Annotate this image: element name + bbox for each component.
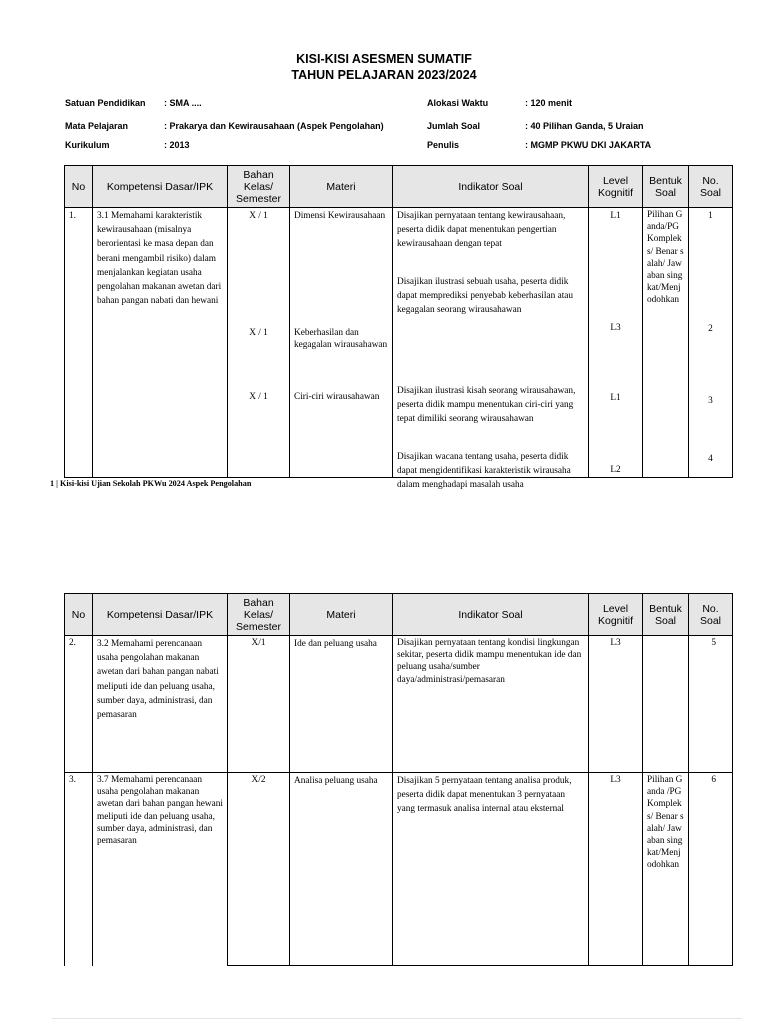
nosoal-value: 6 bbox=[711, 775, 716, 785]
penulis-label: Penulis bbox=[427, 140, 460, 150]
indikator-text: Disajikan pernyataan tentang kewirausahaan, peserta didik dapat menentukan pengertian kewirausahaan dengan tepat bbox=[397, 211, 566, 250]
kd-text: 3.7 Memahami perencanaan usaha pengolahan makanan awetan dari bahan pangan hewani meliputi ide dan peluang usaha, sumber daya, administrasi, dan pemasaran bbox=[97, 775, 223, 847]
col-header-nosoal: No. Soal bbox=[689, 166, 733, 208]
kurikulum-label: Kurikulum bbox=[65, 140, 110, 150]
bahan-value: X/2 bbox=[251, 775, 266, 785]
indikator-text: Disajikan ilustrasi sebuah usaha, peserta didik dapat memprediksi penyebab keberhasilan atau kegagalan seorang wirausahawan bbox=[397, 277, 574, 316]
table-header-row bbox=[65, 594, 733, 636]
kisi-table-page2 bbox=[64, 593, 733, 966]
bentuk-text bbox=[643, 636, 688, 772]
jumlah-label: Jumlah Soal bbox=[427, 121, 481, 131]
mapel-label: Mata Pelajaran bbox=[65, 121, 129, 131]
bahan-value: X / 1 bbox=[249, 211, 268, 221]
indikator-text: Disajikan pernyataan tentang kondisi lingkungan sekitar, peserta didik mampu menentukan ide dan peluang usaha/sumber daya/administrasi/pemasaran bbox=[397, 638, 582, 685]
kd-text: 3.1 Memahami karakteristik kewirausahaan (misalnya berorientasi ke masa depan dan berani mengambil risiko) dalam menjalankan kegiatan usaha pengolahan makanan awetan dari bahan pangan nabati dan hewani bbox=[97, 211, 222, 307]
document-subtitle: TAHUN PELAJARAN 2023/2024 bbox=[291, 68, 477, 82]
materi-text: Ide dan peluang usaha bbox=[294, 639, 377, 649]
nosoal-value: 2 bbox=[708, 324, 713, 334]
col-header-bentuk: Bentuk Soal bbox=[643, 166, 689, 208]
col-header-materi: Materi bbox=[290, 594, 393, 636]
table-header-row bbox=[65, 166, 733, 208]
col-header-no: No bbox=[65, 594, 93, 636]
col-header-no: No bbox=[65, 166, 93, 208]
col-header-indikator: Indikator Soal bbox=[393, 594, 589, 636]
page-footer: 1 | Kisi-kisi Ujian Sekolah PKWu 2024 Aspek Pengolahan bbox=[50, 479, 252, 488]
level-value: L1 bbox=[610, 211, 621, 221]
col-header-level: Level Kognitif bbox=[589, 166, 643, 208]
col-header-nosoal: No. Soal bbox=[689, 594, 733, 636]
document-title: KISI-KISI ASESMEN SUMATIF bbox=[296, 52, 472, 66]
kurikulum-value: : 2013 bbox=[164, 140, 190, 150]
level-value: L1 bbox=[610, 393, 621, 403]
materi-text: Analisa peluang usaha bbox=[294, 776, 378, 786]
col-header-indikator: Indikator Soal bbox=[393, 166, 589, 208]
materi-text: Keberhasilan dan kegagalan wirausahawan bbox=[294, 328, 388, 351]
materi-text: Dimensi Kewirausahaan bbox=[294, 211, 386, 221]
nosoal-value: 1 bbox=[708, 211, 713, 221]
col-header-bahan: Bahan Kelas/ Semester bbox=[228, 594, 290, 636]
satuan-label: Satuan Pendidikan bbox=[65, 98, 146, 108]
row-no: 2. bbox=[69, 638, 76, 648]
nosoal-value: 5 bbox=[711, 638, 716, 648]
col-header-materi: Materi bbox=[290, 166, 393, 208]
level-value: L3 bbox=[610, 638, 621, 648]
page-divider bbox=[52, 1018, 742, 1019]
penulis-value: : MGMP PKWU DKI JAKARTA bbox=[525, 140, 652, 150]
kd-text: 3.2 Memahami perencanaan usaha pengolahan makanan awetan dari bahan pangan nabati meliputi ide dan peluang usaha, sumber daya, administrasi, dan pemasaran bbox=[97, 639, 219, 721]
mapel-value: : Prakarya dan Kewirausahaan (Aspek Pengolahan) bbox=[164, 121, 384, 131]
level-value: L3 bbox=[610, 775, 621, 785]
bentuk-text: Pilihan Ganda /PG Kompleks/ Benar salah/ Jawaban singkat/Menjodohkan bbox=[647, 775, 684, 871]
bentuk-text: Pilihan Ganda/PG Kompleks/ Benar salah/ Jawaban singkat/Menjodohkan bbox=[647, 210, 684, 306]
bahan-value: X / 1 bbox=[249, 392, 268, 402]
table-row bbox=[65, 636, 733, 773]
col-header-bentuk: Bentuk Soal bbox=[643, 594, 689, 636]
indikator-text: Disajikan wacana tentang usaha, peserta didik dapat mengidentifikasi karakteristik wirausaha dalam menghadapi masalah usaha bbox=[397, 452, 571, 491]
row-no: 3. bbox=[69, 775, 76, 785]
level-value: L3 bbox=[610, 323, 621, 333]
bahan-value: X / 1 bbox=[249, 328, 268, 338]
jumlah-value: : 40 Pilihan Ganda, 5 Uraian bbox=[525, 121, 644, 131]
col-header-kd: Kompetensi Dasar/IPK bbox=[93, 166, 228, 208]
indikator-text: Disajikan 5 pernyataan tentang analisa produk, peserta didik dapat menentukan 3 pernyataan yang termasuk analisa internal atau eksternal bbox=[397, 776, 572, 815]
level-value: L2 bbox=[610, 465, 621, 475]
table-row bbox=[65, 773, 733, 966]
alokasi-label: Alokasi Waktu bbox=[427, 98, 489, 108]
indikator-text: Disajikan ilustrasi kisah seorang wirausahawan, peserta didik mampu menentukan ciri-ciri yang tepat dimiliki seorang wirausahawan bbox=[397, 386, 576, 425]
col-header-kd: Kompetensi Dasar/IPK bbox=[93, 594, 228, 636]
nosoal-value: 3 bbox=[708, 396, 713, 406]
bahan-value: X/1 bbox=[251, 638, 266, 648]
col-header-bahan: Bahan Kelas/ Semester bbox=[228, 166, 290, 208]
satuan-value: : SMA .... bbox=[164, 98, 202, 108]
row-no: 1. bbox=[69, 211, 76, 221]
col-header-level: Level Kognitif bbox=[589, 594, 643, 636]
alokasi-value: : 120 menit bbox=[525, 98, 573, 108]
materi-text: Ciri-ciri wirausahawan bbox=[294, 392, 380, 402]
table-row bbox=[65, 208, 733, 478]
nosoal-value: 4 bbox=[708, 454, 713, 464]
